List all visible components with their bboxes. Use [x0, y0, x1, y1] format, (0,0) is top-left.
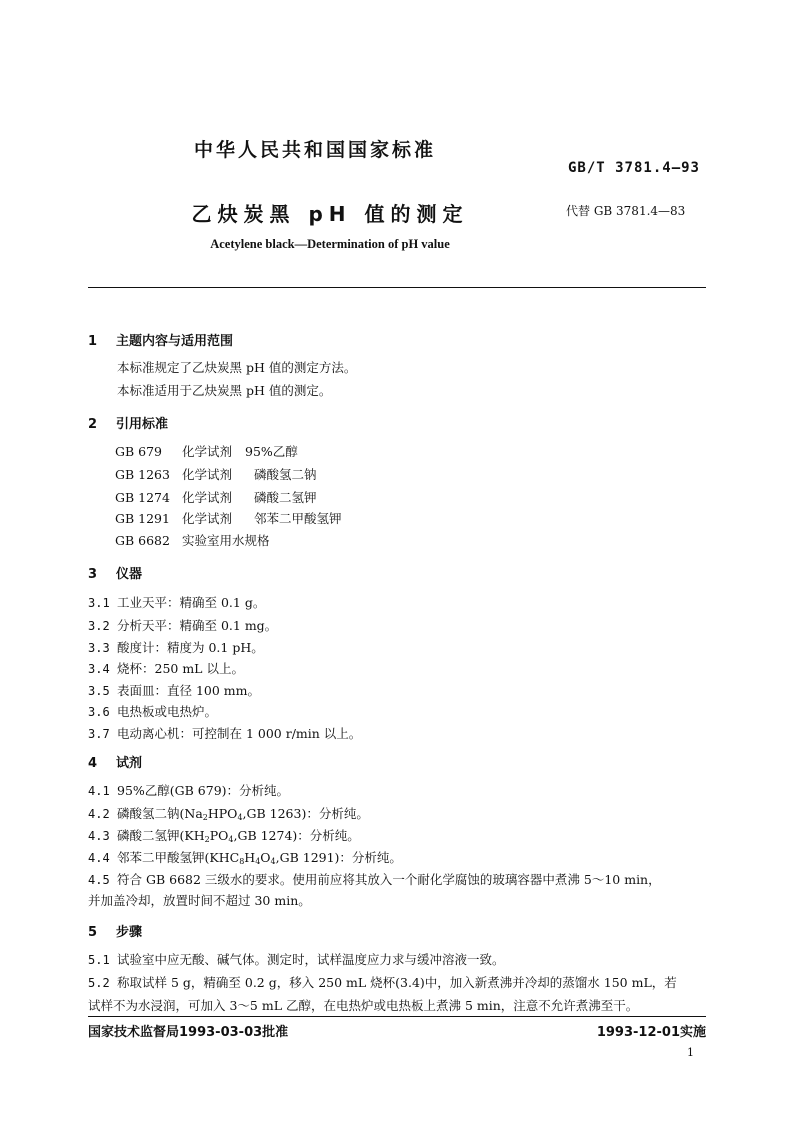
section-number: 1 [88, 334, 98, 349]
reference-item [115, 509, 342, 527]
clause-item [88, 659, 244, 677]
section-4-heading [88, 752, 142, 771]
ref-code: GB 1291 [115, 511, 170, 526]
section-1-heading [88, 330, 233, 349]
section-title: 仪器 [116, 567, 143, 582]
reference-item [115, 465, 317, 483]
ref-name: 95%乙醇 [245, 444, 298, 459]
reference-item [115, 488, 317, 506]
ref-code: GB 1263 [115, 467, 170, 482]
document-title: 乙炔炭黑 pH 值的测定 [191, 202, 469, 226]
clause-number: 3.4 [88, 662, 110, 676]
section-number: 2 [88, 417, 98, 432]
ref-name: 磷酸二氢钾 [254, 490, 317, 505]
subscript: 2 [202, 813, 208, 822]
text-part: 邻苯二甲酸氢钾(KHC [117, 850, 240, 865]
clause-item [88, 638, 264, 656]
reference-item [115, 442, 298, 460]
section-number: 4 [88, 756, 98, 771]
text-part: 磷酸二氢钾(KH [117, 828, 205, 843]
standard-code: GB/T 3781.4—93 [567, 160, 700, 176]
subscript: 4 [255, 857, 261, 866]
ref-category: 化学试剂 [182, 490, 233, 505]
clause-number: 4.1 [88, 784, 110, 798]
clause-text: 分析天平：精确至 0.1 mg。 [117, 618, 278, 633]
ref-category: 化学试剂 [182, 467, 233, 482]
text-part: ,GB 1274)：分析纯。 [233, 828, 360, 843]
clause-text [117, 850, 402, 865]
clause-item [88, 973, 677, 991]
ref-category: 化学试剂 [182, 444, 233, 459]
text-part: HPO [207, 806, 238, 821]
ref-code: GB 679 [115, 444, 163, 459]
text-part: PO [209, 828, 229, 843]
clause-item [88, 593, 265, 611]
text-part: ,GB 1291)：分析纯。 [275, 850, 402, 865]
ref-code: GB 1274 [115, 490, 170, 505]
ref-name: 磷酸氢二钠 [254, 467, 317, 482]
ref-category: 化学试剂 [182, 511, 233, 526]
national-standard-heading: 中华人民共和国国家标准 [193, 139, 436, 161]
clause-item [88, 616, 277, 634]
clause-item [88, 870, 661, 888]
text-part: H [244, 850, 256, 865]
subscript: 4 [237, 813, 243, 822]
clause-text [117, 828, 360, 843]
clause-number: 4.3 [88, 829, 110, 843]
text-part: O [260, 850, 271, 865]
section-2-heading [88, 413, 168, 432]
clause-number: 3.2 [88, 619, 110, 633]
clause-text: 95%乙醇(GB 679)：分析纯。 [117, 783, 290, 798]
clause-text [117, 806, 369, 821]
approval-line: 国家技术监督局1993-03-03批准 [88, 1025, 289, 1040]
clause-text: 烧杯：250 mL 以上。 [117, 661, 244, 676]
clause-text: 酸度计：精度为 0.1 pH。 [117, 640, 264, 655]
page-number: 1 [687, 1046, 694, 1059]
paragraph: 本标准规定了乙炔炭黑 pH 值的测定方法。 [117, 360, 357, 375]
clause-number: 3.7 [88, 727, 110, 741]
section-title: 试剂 [116, 756, 143, 771]
clause-number: 3.6 [88, 705, 110, 719]
clause-item [88, 804, 369, 822]
section-number: 5 [88, 925, 98, 940]
clause-item [88, 681, 260, 699]
clause-text: 工业天平：精确至 0.1 g。 [117, 595, 266, 610]
clause-text: 电动离心机：可控制在 1 000 r/min 以上。 [117, 726, 362, 741]
clause-text: 表面皿：直径 100 mm。 [117, 683, 261, 698]
clause-item [88, 950, 505, 968]
clause-number: 4.2 [88, 807, 110, 821]
clause-item [88, 781, 289, 799]
clause-item [88, 826, 360, 844]
ref-name: 邻苯二甲酸氢钾 [254, 511, 342, 526]
footer-divider [88, 1016, 706, 1017]
clause-text: 符合 GB 6682 三级水的要求。使用前应将其放入一个耐化学腐蚀的玻璃容器中煮沸 5～10 min， [117, 872, 661, 887]
section-title: 主题内容与适用范围 [116, 334, 234, 349]
clause-item [88, 702, 217, 720]
clause-number: 3.5 [88, 684, 110, 698]
text-part: 磷酸氢二钠(Na [117, 806, 203, 821]
clause-number: 4.5 [88, 873, 110, 887]
replaces-note: 代替 GB 3781.4—83 [566, 204, 686, 218]
section-5-heading [88, 921, 142, 940]
subscript: 8 [239, 857, 245, 866]
subscript: 2 [204, 835, 210, 844]
section-3-heading [88, 563, 142, 582]
paragraph: 本标准适用于乙炔炭黑 pH 值的测定。 [117, 383, 332, 398]
clause-item [88, 848, 402, 866]
header-divider [88, 287, 706, 288]
subscript: 4 [228, 835, 234, 844]
clause-number: 3.1 [88, 596, 110, 610]
clause-text: 试验室中应无酸、碱气体。测定时，试样温度应力求与缓冲溶液一致。 [117, 952, 505, 967]
effective-date: 1993-12-01实施 [596, 1025, 706, 1040]
english-title: Acetylene black—Determination of pH value [210, 237, 450, 251]
subscript: 4 [270, 857, 276, 866]
clause-text: 称取试样 5 g，精确至 0.2 g，移入 250 mL 烧杯(3.4)中，加入新煮沸并冷却的蒸馏水 150 mL，若 [117, 975, 677, 990]
clause-item [88, 724, 361, 742]
section-number: 3 [88, 567, 98, 582]
ref-name: 实验室用水规格 [182, 533, 270, 548]
clause-number: 3.3 [88, 641, 110, 655]
clause-continuation: 并加盖冷却，放置时间不超过 30 min。 [88, 893, 311, 908]
ref-code: GB 6682 [115, 533, 170, 548]
clause-number: 5.1 [88, 953, 110, 967]
reference-item [115, 531, 270, 549]
clause-text: 电热板或电热炉。 [117, 704, 218, 719]
section-title: 步骤 [116, 925, 143, 940]
clause-number: 4.4 [88, 851, 110, 865]
section-title: 引用标准 [116, 417, 169, 432]
clause-continuation: 试样不为水浸润，可加入 3～5 mL 乙醇，在电热炉或电热板上煮沸 5 min，注意不允许煮沸至干。 [88, 998, 639, 1013]
text-part: ,GB 1263)：分析纯。 [242, 806, 369, 821]
clause-number: 5.2 [88, 976, 110, 990]
